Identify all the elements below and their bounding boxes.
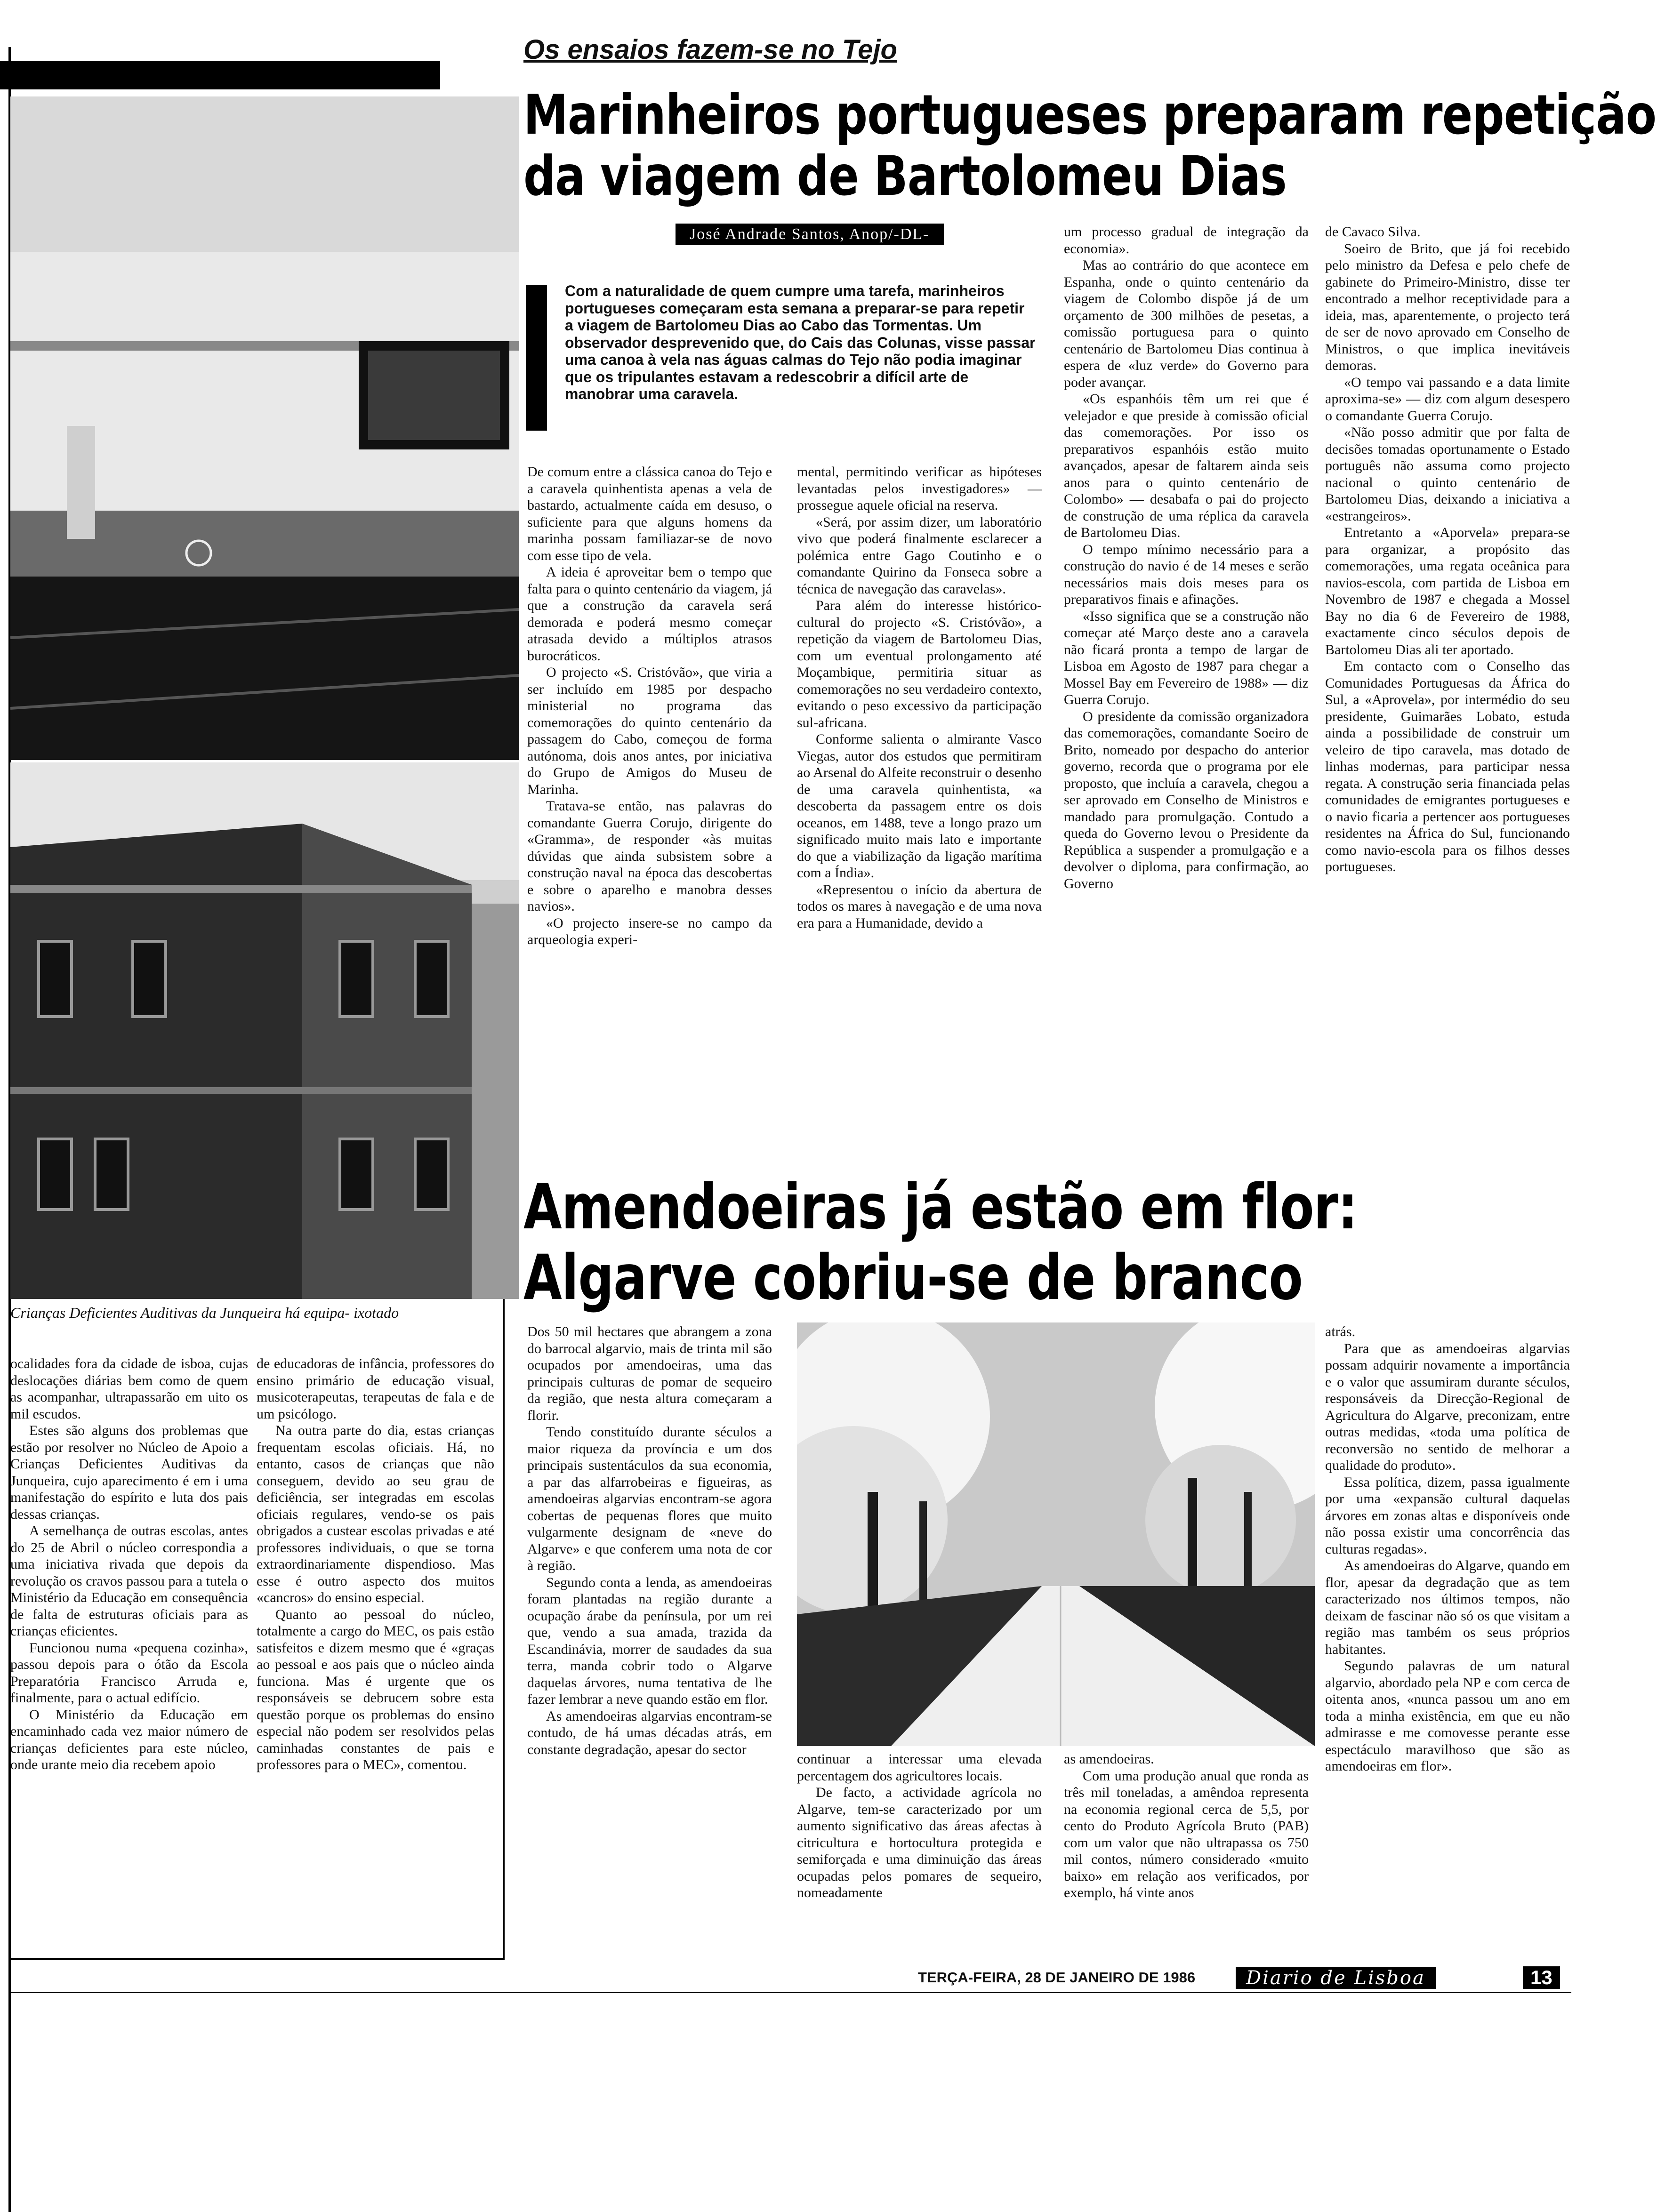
article1-col4 xyxy=(1325,224,1570,875)
paragraph: «Representou o início da abertura de todos os mares à navegação e de uma nova era para a Humanidade, devido a xyxy=(797,882,1042,931)
children-box-bottom xyxy=(8,1958,505,1960)
paragraph: «O tempo vai passando e a data limite aproxima-se» — diz com algum desespero o comandante Guerra Corujo. xyxy=(1325,374,1570,424)
paragraph: O presidente da comissão organizadora das comemorações, comandante Soeiro de Brito, nomeado por despacho do anterior governo, recorda que o programa por ele proposto, que incluía a caravela, chegou a ser aprovado em Conselho de Ministros e mandado para promulgação. Contudo a queda do Governo levou o Presidente da República a suspender a promulgação e a devolver o diploma, para confirmação, ao Governo xyxy=(1064,708,1309,891)
article1-lead: Com a naturalidade de quem cumpre uma tarefa, marinheiros portugueses começaram esta semana a preparar-se para repetir a viagem de Bartolomeu Dias ao Cabo das Tormentas. Um observador desprevenido que, do Cais das Colunas, visse passar uma canoa à vela nas águas calmas do Tejo não podia imaginar que os tripulantes estavam a redescobrir a difícil arte de manobrar uma caravela. xyxy=(565,282,1036,402)
paragraph: Quanto ao pessoal do núcleo, totalmente a cargo do MEC, os pais estão satisfeitos e dizem mesmo que é «graças ao pessoal e aos pais que o núcleo ainda funciona. Mas é urgente que os responsáveis se debrucem sobre esta questão porque os problemas do ensino especial não podem ser resolvidos pelas caminhadas constantes de pais e professores para o MEC», comentou. xyxy=(257,1606,494,1772)
tram-photo xyxy=(10,96,519,760)
paragraph: O Ministério da Educação em encaminhado cada vez maior número de crianças deficientes para este núcleo, onde urante meio dia recebem apoio xyxy=(10,1707,248,1772)
paragraph: um processo gradual de integração da economia». xyxy=(1064,224,1309,256)
almond-trees-photo xyxy=(797,1322,1315,1746)
lead-dropcap-bar xyxy=(526,285,547,431)
article2-headline-line2: Algarve cobriu-se de branco xyxy=(523,1242,1303,1314)
paragraph: «Não posso admitir que por falta de decisões tomadas oportunamente o Estado português não assuma como projecto nacional o quinto centenário de Bartolomeu Dias, deixando a iniciativa a «estrangeiros». xyxy=(1325,425,1570,524)
paragraph: O tempo mínimo necessário para a construção do navio é de 14 meses e serão necessários mais dois meses para os preparativos finais e afinações. xyxy=(1064,541,1309,607)
paragraph: De comum entre a clássica canoa do Tejo e a caravela quinhentista apenas a vela de bastardo, actualmente caída em desuso, o suficiente para que alguns homens da marinha possam familiazar-se de novo com esse tipo de vela. xyxy=(527,464,772,563)
paragraph: As amendoeiras do Algarve, quando em flor, apesar da degradação que as tem caracterizado nos últimos tempos, não deixam de fascinar não só os que visitam a região mas também os seus próprios habitantes. xyxy=(1325,1558,1570,1657)
paragraph: Tratava-se então, nas palavras do comandante Guerra Corujo, dirigente do «Gramma», de responder «às muitas dúvidas que ainda subsistem sobre a construção naval na época das descobertas e sobre o aparelho e manobra desses navios». xyxy=(527,798,772,914)
footer-date: TERÇA-FEIRA, 28 DE JANEIRO DE 1986 xyxy=(918,1969,1196,1986)
paragraph: as amendoeiras. xyxy=(1064,1751,1154,1767)
paragraph: Entretanto a «Aporvela» prepara-se para organizar, a propósito das comemorações, uma regata oceânica para navios-escola, com partida de Lisboa em Novembro de 1987 e chegada a Mossel Bay no dia 6 de Fevereiro de 1988, exactamente cinco séculos depois de Bartolomeu Dias ali ter aportado. xyxy=(1325,525,1570,657)
article1-col2 xyxy=(797,464,1042,931)
paragraph: Funcionou numa «pequena cozinha», passou depois para o ótão da Escola Preparatória Francisco Arruda e, finalmente, para o actual edifício. xyxy=(10,1640,248,1706)
almond-trees-image xyxy=(797,1322,1315,1746)
footer-masthead: Diario de Lisboa xyxy=(1236,1967,1436,1989)
paragraph: de educadoras de infância, professores do ensino primário de educação visual, musicoterapeutas, terapeutas de fala e de um psicólogo. xyxy=(257,1356,494,1422)
article1-kicker: Os ensaios fazem-se no Tejo xyxy=(523,34,897,65)
paragraph: Soeiro de Brito, que já foi recebido pelo ministro da Defesa e pelo chefe de gabinete do Primeiro-Ministro, disse ter encontrado a melhor receptividade para a ideia, mas, aparentemente, o projecto terá de ser de novo aprovado em Conselho de Ministros, o que implica inevitáveis demoras. xyxy=(1325,240,1570,373)
paragraph: As amendoeiras algarvias encontram-se contudo, de há umas décadas atrás, em constante degradação, apesar do sector xyxy=(527,1708,772,1757)
children-article-col2 xyxy=(257,1355,494,1773)
tram-image xyxy=(10,96,519,760)
paragraph: «Será, por assim dizer, um laboratório vivo que poderá finalmente esclarecer a polémica entre Gago Coutinho e o comandante Quirino da Fonseca sobre a técnica de navegação das caravelas». xyxy=(797,514,1042,597)
article1-col1 xyxy=(527,464,772,948)
article2-col4 xyxy=(1325,1323,1570,1775)
top-black-bar xyxy=(0,61,440,89)
article1-col3 xyxy=(1064,224,1309,892)
article1-byline: José Andrade Santos, Anop/-DL- xyxy=(676,224,944,245)
article2-headline-line1: Amendoeiras já estão em flor: xyxy=(523,1171,1358,1243)
paragraph: Conforme salienta o almirante Vasco Viegas, autor dos estudos que permitiram ao Arsenal do Alfeite reconstruir o desenho de uma caravela quinhentista, «a descoberta da passagem entre os dois oceanos, em 1488, teve a longo prazo um significado muito mais lato e importante do que a viabilização da ligação marítima com a Índia». xyxy=(797,731,1042,881)
children-caption: Crianças Deficientes Auditivas da Junqueira há equipa- ixotado xyxy=(10,1304,399,1321)
paragraph: Com uma produção anual que ronda as três mil toneladas, a amêndoa representa na economia regional cerca de 5,5, por cento do Produto Agrícola Bruto (PAB) com um valor que não ultrapassa os 750 mil contos, número considerado «muito baixo» em relação aos verificados, por exemplo, há vinte anos xyxy=(1064,1768,1309,1900)
paragraph: ocalidades fora da cidade de isboa, cujas deslocações diárias bem como de quem as acompanhar, ultrapassarão em uito os mil escudos. xyxy=(10,1356,248,1422)
paragraph: Na outra parte do dia, estas crianças frequentam escolas oficiais. Há, no entanto, casos de crianças que não conseguem, devido ao seu grau de deficiência, ser integradas em escolas oficiais regulares, vendo-se os pais obrigados a custear escolas privadas e até professores individuais, o que se torna extraordinariamente dispendioso. Mas esse é outro aspecto dos muitos «cancros» do ensino especial. xyxy=(257,1423,494,1605)
paragraph: continuar a interessar uma elevada percentagem dos agricultores locais. xyxy=(797,1751,1042,1784)
paragraph: Estes são alguns dos problemas que estão por resolver no Núcleo de Apoio a Crianças Deficientes Auditivas da Junqueira, cujo aparecimento é em i uma manifestação do espírito e luta dos pais dessas crianças. xyxy=(10,1423,248,1522)
paragraph: «Isso significa que se a construção não começar até Março deste ano a caravela não ficará pronta a tempo de largar de Lisboa em Agosto de 1987 para chegar a Mossel Bay em Fevereiro de 1988» — diz Guerra Corujo. xyxy=(1064,608,1309,707)
article2-col1 xyxy=(527,1323,772,1758)
children-box-right xyxy=(503,1299,505,1958)
article1-headline-line2: da viagem de Bartolomeu Dias xyxy=(523,144,1287,208)
building-photo xyxy=(10,762,519,1299)
paragraph: Dos 50 mil hectares que abrangem a zona do barrocal algarvio, mais de trinta mil são ocupados por amendoeiras, uma das principais culturas de pomar de sequeiro da região, que nesta altura começaram a florir. xyxy=(527,1324,772,1423)
paragraph: Segundo palavras de um natural algarvio, abordado pela NP e com cerca de oitenta anos, «nunca passou um ano em toda a minha existência, em que eu não admirasse e me comovesse perante esse espectáculo maravilhoso que são as amendoeiras em flor». xyxy=(1325,1658,1570,1774)
article2-col2 xyxy=(797,1751,1042,1901)
paragraph: Para que as amendoeiras algarvias possam adquirir novamente a importância e o valor que assumiram durante séculos, responsáveis da Direcção-Regional de Agricultura do Algarve, preconizam, entre outras medidas, «toda uma política de reconversão no sentido de melhorar a qualidade do produto». xyxy=(1325,1340,1570,1473)
paragraph: mental, permitindo verificar as hipóteses levantadas pelos investigadores» — prosseguе aquele oficial na reserva. xyxy=(797,464,1042,513)
paragraph: A semelhança de outras escolas, antes do 25 de Abril o núcleo correspondia a uma iniciativa rivada que depois da revolução os cravos passou para a tutela o Ministério da Educação em consequência de falta de estruturas oficiais para as crianças eficientes. xyxy=(10,1523,248,1639)
paragraph: «O projecto insere-se no campo da arqueologia experi- xyxy=(527,915,772,947)
paragraph: Em contacto com o Conselho das Comunidades Portuguesas da África do Sul, a «Aprovela», por intermédio do seu presidente, Guimarães Lobato, estuda ainda a possibilidade de construir um veleiro de tipo caravela, mas dotado de linhas modernas, para participar nessa regata. A construção seria financiada pelas comunidades de emigrantes portugueses e o navio ficaria a pertencer aos portugueses residentes na África do Sul, funcionando como navio-escola para os filhos desses portugueses. xyxy=(1325,658,1570,874)
children-article-col1 xyxy=(10,1355,248,1773)
paragraph: O projecto «S. Cristóvão», que viria a ser incluído em 1985 por despacho ministerial no programa das comemorações do quinto centenário da passagem do Cabo, começou de forma autónoma, dois anos antes, por iniciativa do Grupo de Amigos do Museu de Marinha. xyxy=(527,665,772,797)
article1-headline-line1: Marinheiros portugueses preparam repetição xyxy=(523,83,1657,147)
paragraph: Mas ao contrário do que acontece em Espanha, onde o quinto centenário da viagem de Colombo dispõe já de um orçamento de 300 milhões de pesetas, a comissão portuguesa para o quinto centenário de Bartolomeu Dias continua à espera de «luz verde» do Governo para poder avançar. xyxy=(1064,257,1309,390)
footer-rule xyxy=(8,1992,1571,1993)
article2-col3 xyxy=(1064,1751,1309,1901)
paragraph: Essa política, dizem, passa igualmente por uma «expansão cultural daquelas árvores em zonas altas e disponíveis onde não possa existir uma concorrência das culturas regadas». xyxy=(1325,1474,1570,1557)
paragraph: De facto, a actividade agrícola no Algarve, tem-se caracterizado por um aumento significativo das áreas afectas à citricultura e hortocultura protegida e semiforçada e uma diminuição das áreas ocupadas pelos pomares de sequeiro, nomeadamente xyxy=(797,1785,1042,1900)
paragraph: Tendo constituído durante séculos a maior riqueza da província e um dos principais sustentáculos da sua economia, a par das alfarrobeiras e figueiras, as amendoeiras algarvias encontram-se agora cobertas de pequenas flores que muito vulgarmente designam de «neve do Algarve» e que conferem uma nota de cor à região. xyxy=(527,1424,772,1573)
paragraph: Para além do interesse histórico-cultural do projecto «S. Cristóvão», a repetição da viagem de Bartolomeu Dias, com um eventual prolongamento até Moçambique, permitiria situar as comemorações no seu verdadeiro contexto, evitando o peso excessivo da participação sul-africana. xyxy=(797,598,1042,730)
paragraph: atrás. xyxy=(1325,1324,1356,1339)
paragraph: «Os espanhóis têm um rei que é velejador e que preside à comissão oficial das comemorações. Por isso os preparativos espanhóis estão muito avançados, apesar de faltarem ainda seis anos para o quinto centenário de Colombo» — desabafa o pai do projecto de construção de uma réplica da caravela de Bartolomeu Dias. xyxy=(1064,391,1309,540)
paragraph: Segundo conta a lenda, as amendoeiras foram plantadas na região durante a ocupação árabe da península, por um rei que, vendo a sua amada, trazida da Escandinávia, morrer de saudades da sua terra, manda cobrir todo o Algarve daquelas árvores, numa tentativa de lhe fazer lembrar a neve quando estão em flor. xyxy=(527,1574,772,1707)
footer-page-number: 13 xyxy=(1523,1966,1560,1989)
building-image xyxy=(10,762,519,1299)
paragraph: de Cavaco Silva. xyxy=(1325,224,1421,240)
paragraph: A ideia é aproveitar bem o tempo que falta para o quinto centenário da viagem, já que a construção da caravela será demorada e poderá mesmo começar atrasada devido a múltiplos atrasos burocráticos. xyxy=(527,564,772,664)
